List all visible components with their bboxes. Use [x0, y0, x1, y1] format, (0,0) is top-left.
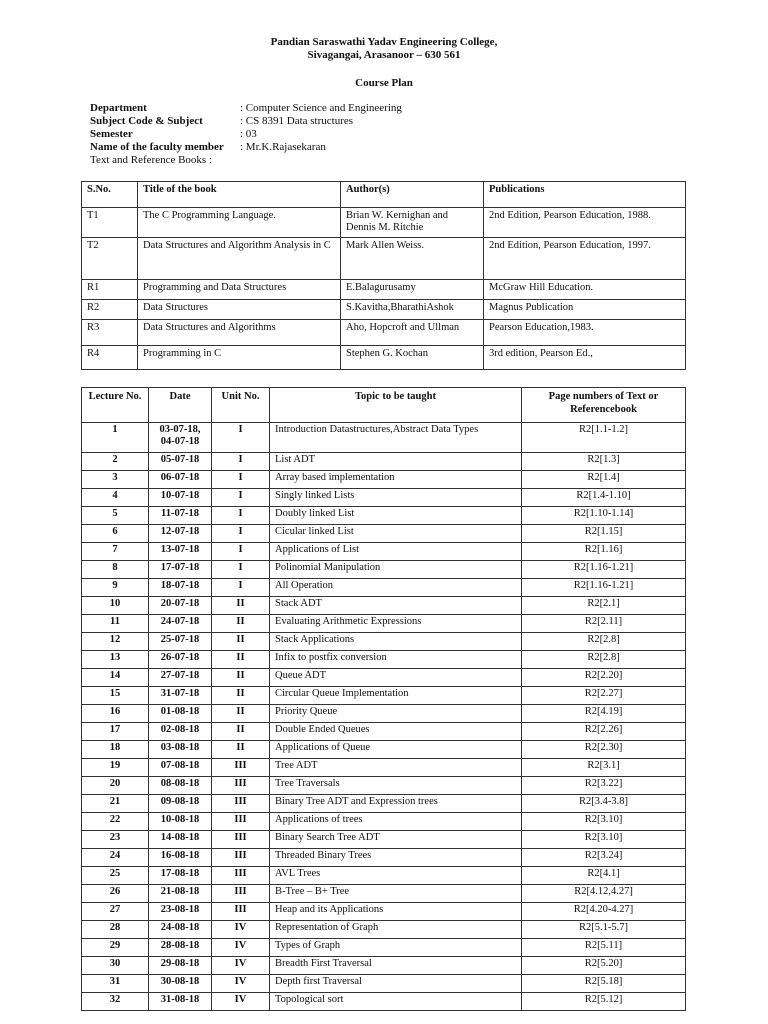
- lecture-pages: R2[5.20]: [522, 957, 686, 975]
- lecture-pages: R2[4.20-4.27]: [522, 903, 686, 921]
- lecture-unit: II: [212, 633, 270, 651]
- lecture-pages: R2[1.4]: [522, 471, 686, 489]
- lecture-row: [82, 759, 686, 777]
- lecture-no: 31: [82, 975, 149, 993]
- lecture-no: 9: [82, 579, 149, 597]
- books-header-publications: Publications: [484, 182, 686, 208]
- lecture-date: 07-08-18: [149, 759, 212, 777]
- book-author: Brian W. Kernighan and Dennis M. Ritchie: [341, 208, 484, 238]
- lecture-pages: R2[4.12,4.27]: [522, 885, 686, 903]
- lecture-pages: R2[3.1]: [522, 759, 686, 777]
- lecture-row: [82, 957, 686, 975]
- book-row: [82, 300, 686, 320]
- lecture-date: 28-08-18: [149, 939, 212, 957]
- lecture-row: [82, 597, 686, 615]
- lecture-topic: B-Tree – B+ Tree: [270, 885, 522, 903]
- book-sno: R2: [82, 300, 138, 320]
- lecture-topic: Types of Graph: [270, 939, 522, 957]
- lecture-date: 12-07-18: [149, 525, 212, 543]
- lecture-unit: II: [212, 597, 270, 615]
- lecture-pages: R2[4.1]: [522, 867, 686, 885]
- lecture-no: 24: [82, 849, 149, 867]
- meta-label: Subject Code & Subject: [90, 115, 203, 127]
- lecture-row: [82, 849, 686, 867]
- lecture-row: [82, 471, 686, 489]
- lecture-no: 30: [82, 957, 149, 975]
- lecture-date: 23-08-18: [149, 903, 212, 921]
- lecture-pages: R2[1.10-1.14]: [522, 507, 686, 525]
- lecture-date: 24-07-18: [149, 615, 212, 633]
- lecture-no: 16: [82, 705, 149, 723]
- lecture-date: 08-08-18: [149, 777, 212, 795]
- book-sno: R3: [82, 320, 138, 346]
- book-author: E.Balagurusamy: [341, 280, 484, 300]
- book-sno: T1: [82, 208, 138, 238]
- book-row: [82, 208, 686, 238]
- lecture-topic: Evaluating Arithmetic Expressions: [270, 615, 522, 633]
- lecture-row: [82, 687, 686, 705]
- lecture-no: 25: [82, 867, 149, 885]
- course-meta: [90, 102, 402, 167]
- lecture-no: 8: [82, 561, 149, 579]
- lecture-no: 2: [82, 453, 149, 471]
- lecture-topic: Representation of Graph: [270, 921, 522, 939]
- lecture-date: 14-08-18: [149, 831, 212, 849]
- lecture-no: 4: [82, 489, 149, 507]
- lecture-no: 7: [82, 543, 149, 561]
- books-header-title: Title of the book: [138, 182, 341, 208]
- lecture-unit: II: [212, 669, 270, 687]
- lecture-topic: Depth first Traversal: [270, 975, 522, 993]
- lecture-schedule-table: [81, 387, 686, 1011]
- lecture-unit: II: [212, 705, 270, 723]
- book-title: Programming and Data Structures: [138, 280, 341, 300]
- lecture-topic: Tree ADT: [270, 759, 522, 777]
- lecture-pages: R2[2.26]: [522, 723, 686, 741]
- lecture-topic: Stack Applications: [270, 633, 522, 651]
- lecture-no: 19: [82, 759, 149, 777]
- lecture-pages: R2[2.11]: [522, 615, 686, 633]
- lecture-row: [82, 723, 686, 741]
- meta-row: [90, 128, 402, 141]
- lecture-topic: Introduction Datastructures,Abstract Data Types: [270, 423, 522, 453]
- lecture-no: 6: [82, 525, 149, 543]
- lecture-unit: IV: [212, 939, 270, 957]
- lecture-pages: R2[1.15]: [522, 525, 686, 543]
- page-title: Course Plan: [355, 77, 413, 89]
- lecture-row: [82, 993, 686, 1011]
- book-publication: 3rd edition, Pearson Ed.,: [484, 346, 686, 370]
- lecture-row: [82, 885, 686, 903]
- lecture-row: [82, 543, 686, 561]
- lecture-pages: R2[4.19]: [522, 705, 686, 723]
- lecture-no: 11: [82, 615, 149, 633]
- lecture-pages: R2[1.1-1.2]: [522, 423, 686, 453]
- lecture-pages: R2[2.8]: [522, 651, 686, 669]
- lecture-row: [82, 453, 686, 471]
- lecture-unit: I: [212, 579, 270, 597]
- book-sno: R4: [82, 346, 138, 370]
- lecture-date: 17-07-18: [149, 561, 212, 579]
- lecture-unit: III: [212, 795, 270, 813]
- lecture-unit: III: [212, 849, 270, 867]
- lecture-pages: R2[5.11]: [522, 939, 686, 957]
- book-title: Data Structures and Algorithm Analysis in C: [138, 238, 341, 280]
- lecture-unit: I: [212, 453, 270, 471]
- lecture-topic: Stack ADT: [270, 597, 522, 615]
- book-publication: 2nd Edition, Pearson Education, 1988.: [484, 208, 686, 238]
- book-row: [82, 346, 686, 370]
- lecture-pages: R2[3.22]: [522, 777, 686, 795]
- lecture-no: 27: [82, 903, 149, 921]
- lecture-topic: AVL Trees: [270, 867, 522, 885]
- lecture-date: 25-07-18: [149, 633, 212, 651]
- lecture-pages: R2[2.30]: [522, 741, 686, 759]
- lecture-row: [82, 903, 686, 921]
- lecture-row: [82, 795, 686, 813]
- lecture-pages: R2[5.18]: [522, 975, 686, 993]
- book-row: [82, 238, 686, 280]
- lecture-row: [82, 939, 686, 957]
- meta-value: : Computer Science and Engineering: [240, 102, 402, 114]
- lecture-pages: R2[2.27]: [522, 687, 686, 705]
- lecture-pages: R2[2.20]: [522, 669, 686, 687]
- lecture-pages: R2[1.16-1.21]: [522, 579, 686, 597]
- lecture-unit: I: [212, 543, 270, 561]
- lecture-no: 22: [82, 813, 149, 831]
- lecture-row: [82, 867, 686, 885]
- lecture-date: 13-07-18: [149, 543, 212, 561]
- lecture-row: [82, 507, 686, 525]
- lecture-row: [82, 741, 686, 759]
- lecture-unit: I: [212, 525, 270, 543]
- book-sno: T2: [82, 238, 138, 280]
- lecture-no: 29: [82, 939, 149, 957]
- book-sno: R1: [82, 280, 138, 300]
- lecture-no: 32: [82, 993, 149, 1011]
- lecture-no: 5: [82, 507, 149, 525]
- meta-row: [90, 154, 402, 167]
- lecture-date: 24-08-18: [149, 921, 212, 939]
- meta-label: Name of the faculty member: [90, 141, 224, 153]
- lecture-unit: II: [212, 687, 270, 705]
- lecture-unit: I: [212, 471, 270, 489]
- lecture-no: 26: [82, 885, 149, 903]
- lecture-unit: III: [212, 759, 270, 777]
- book-title: Data Structures and Algorithms: [138, 320, 341, 346]
- lecture-date: 18-07-18: [149, 579, 212, 597]
- lecture-date: 09-08-18: [149, 795, 212, 813]
- lecture-unit: I: [212, 489, 270, 507]
- lecture-topic: Binary Search Tree ADT: [270, 831, 522, 849]
- lecture-unit: IV: [212, 921, 270, 939]
- lecture-no: 15: [82, 687, 149, 705]
- lecture-header-pages: Page numbers of Text or Referencebook: [522, 388, 686, 423]
- lecture-pages: R2[3.4-3.8]: [522, 795, 686, 813]
- lecture-row: [82, 831, 686, 849]
- lecture-header-date: Date: [149, 388, 212, 423]
- meta-label: Text and Reference Books :: [90, 154, 213, 166]
- lecture-header-unit: Unit No.: [212, 388, 270, 423]
- lecture-topic: Array based implementation: [270, 471, 522, 489]
- lecture-no: 23: [82, 831, 149, 849]
- lecture-unit: II: [212, 741, 270, 759]
- lecture-no: 12: [82, 633, 149, 651]
- lecture-unit: II: [212, 615, 270, 633]
- lecture-unit: III: [212, 777, 270, 795]
- lecture-date: 31-07-18: [149, 687, 212, 705]
- lecture-date: 31-08-18: [149, 993, 212, 1011]
- lecture-pages: R2[1.4-1.10]: [522, 489, 686, 507]
- lecture-header-row: [82, 388, 686, 423]
- lecture-topic: Doubly linked List: [270, 507, 522, 525]
- lecture-row: [82, 813, 686, 831]
- lecture-header-topic: Topic to be taught: [270, 388, 522, 423]
- lecture-topic: Priority Queue: [270, 705, 522, 723]
- lecture-date: 06-07-18: [149, 471, 212, 489]
- lecture-date: 03-07-18, 04-07-18: [149, 423, 212, 453]
- lecture-pages: R2[1.3]: [522, 453, 686, 471]
- lecture-row: [82, 561, 686, 579]
- book-publication: McGraw Hill Education.: [484, 280, 686, 300]
- lecture-topic: Cicular linked List: [270, 525, 522, 543]
- lecture-unit: III: [212, 903, 270, 921]
- lecture-pages: R2[3.10]: [522, 813, 686, 831]
- meta-row: [90, 141, 402, 154]
- lecture-topic: Applications of trees: [270, 813, 522, 831]
- lecture-date: 10-08-18: [149, 813, 212, 831]
- book-title: The C Programming Language.: [138, 208, 341, 238]
- lecture-no: 28: [82, 921, 149, 939]
- lecture-row: [82, 489, 686, 507]
- lecture-pages: R2[5.12]: [522, 993, 686, 1011]
- lecture-date: 11-07-18: [149, 507, 212, 525]
- lecture-unit: II: [212, 723, 270, 741]
- lecture-row: [82, 423, 686, 453]
- college-address: Sivagangai, Arasanoor – 630 561: [307, 49, 461, 61]
- meta-value: : Mr.K.Rajasekaran: [240, 141, 326, 153]
- lecture-row: [82, 777, 686, 795]
- meta-label: Semester: [90, 128, 133, 140]
- meta-row: [90, 102, 402, 115]
- lecture-date: 26-07-18: [149, 651, 212, 669]
- books-table: [81, 181, 686, 370]
- lecture-date: 05-07-18: [149, 453, 212, 471]
- book-author: S.Kavitha,BharathiAshok: [341, 300, 484, 320]
- lecture-unit: III: [212, 831, 270, 849]
- meta-row: [90, 115, 402, 128]
- lecture-unit: IV: [212, 975, 270, 993]
- lecture-date: 16-08-18: [149, 849, 212, 867]
- lecture-date: 30-08-18: [149, 975, 212, 993]
- lecture-unit: III: [212, 813, 270, 831]
- lecture-date: 27-07-18: [149, 669, 212, 687]
- lecture-topic: Breadth First Traversal: [270, 957, 522, 975]
- books-header-author: Author(s): [341, 182, 484, 208]
- lecture-unit: IV: [212, 993, 270, 1011]
- books-header-row: [82, 182, 686, 208]
- lecture-topic: Queue ADT: [270, 669, 522, 687]
- lecture-row: [82, 705, 686, 723]
- lecture-unit: I: [212, 561, 270, 579]
- lecture-topic: Applications of Queue: [270, 741, 522, 759]
- book-title: Data Structures: [138, 300, 341, 320]
- lecture-no: 21: [82, 795, 149, 813]
- lecture-row: [82, 525, 686, 543]
- lecture-unit: I: [212, 423, 270, 453]
- lecture-topic: Circular Queue Implementation: [270, 687, 522, 705]
- lecture-header-no: Lecture No.: [82, 388, 149, 423]
- lecture-pages: R2[2.8]: [522, 633, 686, 651]
- lecture-row: [82, 651, 686, 669]
- lecture-pages: R2[1.16-1.21]: [522, 561, 686, 579]
- lecture-no: 10: [82, 597, 149, 615]
- lecture-pages: R2[1.16]: [522, 543, 686, 561]
- lecture-date: 02-08-18: [149, 723, 212, 741]
- lecture-pages: R2[5.1-5.7]: [522, 921, 686, 939]
- lecture-topic: Applications of List: [270, 543, 522, 561]
- lecture-unit: I: [212, 507, 270, 525]
- lecture-date: 01-08-18: [149, 705, 212, 723]
- lecture-date: 03-08-18: [149, 741, 212, 759]
- lecture-topic: List ADT: [270, 453, 522, 471]
- lecture-topic: Binary Tree ADT and Expression trees: [270, 795, 522, 813]
- lecture-row: [82, 579, 686, 597]
- lecture-row: [82, 633, 686, 651]
- lecture-topic: Polinomial Manipulation: [270, 561, 522, 579]
- lecture-topic: Infix to postfix conversion: [270, 651, 522, 669]
- book-publication: 2nd Edition, Pearson Education, 1997.: [484, 238, 686, 280]
- lecture-row: [82, 669, 686, 687]
- book-author: Stephen G. Kochan: [341, 346, 484, 370]
- lecture-unit: IV: [212, 957, 270, 975]
- lecture-row: [82, 921, 686, 939]
- lecture-no: 17: [82, 723, 149, 741]
- lecture-topic: Singly linked Lists: [270, 489, 522, 507]
- lecture-unit: III: [212, 867, 270, 885]
- book-publication: Magnus Publication: [484, 300, 686, 320]
- meta-label: Department: [90, 102, 147, 114]
- lecture-row: [82, 615, 686, 633]
- meta-value: : 03: [240, 128, 257, 140]
- book-row: [82, 320, 686, 346]
- lecture-row: [82, 975, 686, 993]
- lecture-unit: II: [212, 651, 270, 669]
- lecture-date: 29-08-18: [149, 957, 212, 975]
- book-title: Programming in C: [138, 346, 341, 370]
- lecture-topic: All Operation: [270, 579, 522, 597]
- lecture-no: 14: [82, 669, 149, 687]
- lecture-date: 20-07-18: [149, 597, 212, 615]
- lecture-pages: R2[3.24]: [522, 849, 686, 867]
- lecture-topic: Double Ended Queues: [270, 723, 522, 741]
- book-publication: Pearson Education,1983.: [484, 320, 686, 346]
- lecture-date: 17-08-18: [149, 867, 212, 885]
- book-row: [82, 280, 686, 300]
- lecture-topic: Tree Traversals: [270, 777, 522, 795]
- lecture-unit: III: [212, 885, 270, 903]
- lecture-no: 1: [82, 423, 149, 453]
- lecture-no: 20: [82, 777, 149, 795]
- books-header-sno: S.No.: [82, 182, 138, 208]
- lecture-topic: Threaded Binary Trees: [270, 849, 522, 867]
- lecture-date: 21-08-18: [149, 885, 212, 903]
- meta-value: : CS 8391 Data structures: [240, 115, 354, 127]
- lecture-no: 18: [82, 741, 149, 759]
- lecture-pages: R2[2.1]: [522, 597, 686, 615]
- lecture-topic: Topological sort: [270, 993, 522, 1011]
- college-name: Pandian Saraswathi Yadav Engineering College,: [270, 36, 498, 48]
- lecture-pages: R2[3.10]: [522, 831, 686, 849]
- lecture-topic: Heap and its Applications: [270, 903, 522, 921]
- lecture-date: 10-07-18: [149, 489, 212, 507]
- lecture-no: 13: [82, 651, 149, 669]
- lecture-no: 3: [82, 471, 149, 489]
- book-author: Mark Allen Weiss.: [341, 238, 484, 280]
- book-author: Aho, Hopcroft and Ullman: [341, 320, 484, 346]
